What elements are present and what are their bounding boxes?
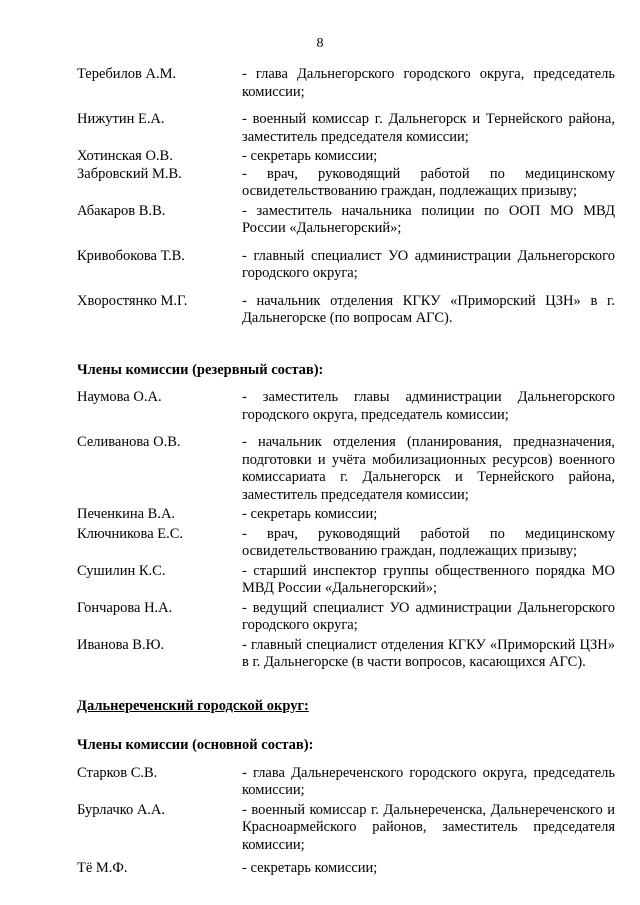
member-role: - начальник отделения (планирования, предназначения, подготовки и учёта мобилизационных ресурсов) военного комиссариата г. Дальнегорск и Тернейского района, заместитель председателя комиссии; [242,434,615,503]
member-role: - глава Дальнегорского городского округа, председатель комиссии; [242,66,615,100]
member-row [77,293,615,328]
member-name: Сушилин К.С. [77,562,166,579]
member-name: Теребилов А.М. [77,66,177,82]
section-heading-members: Члены комиссии (основной состав): [77,737,314,753]
member-name: Нижутин Е.А. [77,111,165,127]
section-heading-district: Дальнереченский городской округ: [77,697,309,714]
member-role: - глава Дальнереченского городского округа, председатель комиссии; [242,764,615,798]
member-role: - ведущий специалист УО администрации Дальнегорского городского округа; [242,599,615,633]
member-name: Бурлачко А.А. [77,801,166,818]
member-row [77,434,615,504]
member-name: Ключникова Е.С. [77,525,184,542]
member-role: - заместитель главы администрации Дальнегорского городского округа, председатель комиссии; [242,389,615,423]
member-row [77,637,615,672]
member-role: - заместитель начальника полиции по ООП МО МВД России «Дальнегорский»; [242,202,615,236]
document-body [77,66,615,878]
member-name: Абакаров В.В. [77,202,166,219]
member-name: Хотинская О.В. [77,148,173,164]
member-name: Тё М.Ф. [77,860,128,876]
member-row [77,600,615,635]
member-name: Кривобокова Т.В. [77,247,185,264]
member-row [77,66,615,101]
member-name: Забровский М.В. [77,165,182,182]
member-name: Хворостянко М.Г. [77,292,188,309]
member-role: - главный специалист отделения КГКУ «Приморский ЦЗН» в г. Дальнегорске (в части вопросов, касающихся АГС). [242,636,615,670]
member-name: Селиванова О.В. [77,434,181,450]
page-number: 8 [316,36,324,51]
member-row [77,389,615,424]
member-name: Наумова О.А. [77,389,162,405]
member-row [77,860,615,878]
member-row [77,563,615,598]
member-row [77,166,615,201]
member-row [77,248,615,283]
member-name: Иванова В.Ю. [77,636,165,653]
member-role: - военный комиссар г. Дальнереченска, Дальнереченского и Красноармейского районов, заместитель председателя комиссии; [242,801,615,853]
member-row [77,765,615,800]
member-name: Гончарова Н.А. [77,599,173,616]
section-heading-members: Члены комиссии (резервный состав): [77,361,324,378]
member-row [77,148,615,166]
member-role: - главный специалист УО администрации Дальнегорского городского округа; [242,247,615,281]
member-name: Старков С.В. [77,764,158,781]
member-row [77,203,615,238]
member-name: Печенкина В.А. [77,506,176,522]
member-role: - врач, руководящий работой по медицинскому освидетельствованию граждан, подлежащих призыву; [242,525,615,559]
member-role: - секретарь комиссии; [242,506,378,522]
member-role: - старший инспектор группы общественного порядка МО МВД России «Дальнегорский»; [242,562,615,596]
member-row [77,802,615,855]
member-role: - военный комиссар г. Дальнегорск и Тернейского района, заместитель председателя комиссии; [242,111,615,145]
member-row [77,526,615,561]
member-row [77,111,615,146]
member-row [77,506,615,524]
member-role: - секретарь комиссии; [242,148,378,164]
member-role: - секретарь комиссии; [242,860,378,876]
member-role: - начальник отделения КГКУ «Приморский ЦЗН» в г. Дальнегорске (по вопросам АГС). [242,292,615,326]
member-role: - врач, руководящий работой по медицинскому освидетельствованию граждан, подлежащих призыву; [242,165,615,199]
